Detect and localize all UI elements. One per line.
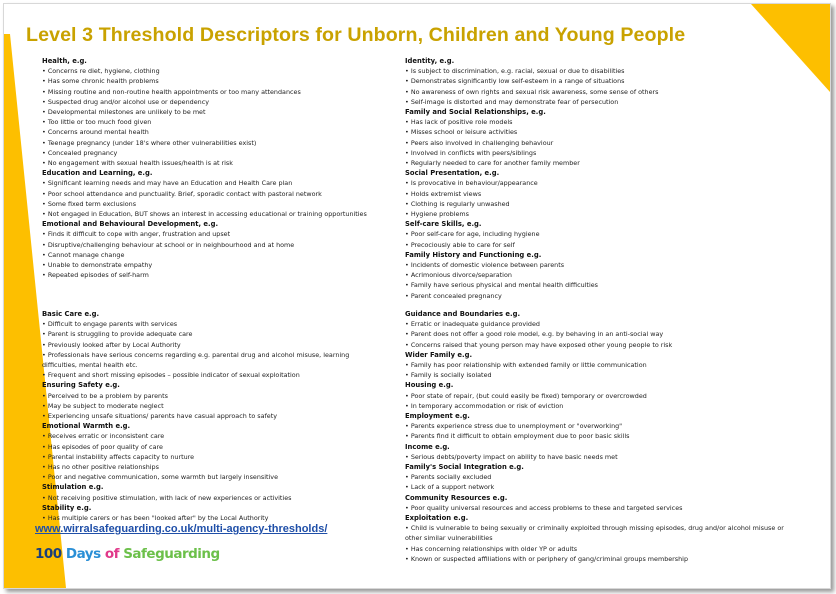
list-item: [405, 270, 790, 280]
list-item-text: Too little or too much food given: [47, 118, 152, 127]
list-item-text: Regularly needed to care for another family member: [410, 159, 580, 168]
list-item: [405, 360, 790, 370]
bullet-icon: •: [42, 128, 48, 137]
list-item-text: Disruptive/challenging behaviour at school or in neighbourhood and at home: [47, 240, 295, 249]
list-item: [405, 189, 790, 199]
bullet-icon: •: [405, 503, 411, 512]
list-item-text: Previously looked after by Local Authority: [47, 340, 181, 349]
bullet-icon: •: [42, 320, 48, 329]
bullet-icon: •: [42, 77, 48, 86]
list-item-text: Concerns raised that young person may have exposed other young people to risk: [410, 340, 673, 349]
bullet-icon: •: [42, 240, 48, 249]
list-item: [405, 280, 790, 290]
list-item-text: Suspected drug and/or alcohol use or dependency: [47, 97, 209, 106]
bullet-icon: •: [405, 261, 411, 270]
list-item: [42, 493, 372, 503]
list-item: [42, 209, 372, 219]
list-item-text: Repeated episodes of self-harm: [47, 271, 149, 280]
bullet-icon: •: [42, 148, 48, 157]
bullet-icon: •: [405, 554, 411, 563]
list-item: [42, 199, 372, 209]
list-item: [405, 76, 790, 86]
section-heading: Identity, e.g.: [405, 57, 455, 65]
bullet-icon: •: [42, 230, 48, 239]
bullet-icon: •: [42, 261, 48, 270]
bullet-icon: •: [405, 473, 411, 482]
bullet-icon: •: [405, 77, 411, 86]
list-item: [405, 421, 790, 431]
bullet-icon: •: [42, 108, 48, 117]
list-item-text: Missing routine and non-routine health appointments or too many attendances: [47, 87, 301, 96]
list-item: [42, 240, 372, 250]
list-item: [42, 127, 372, 137]
bullet-icon: •: [405, 422, 411, 431]
thresholds-link[interactable]: www.wirralsafeguarding.co.uk/multi-agency-thresholds/: [35, 523, 328, 535]
list-item-text: Cannot manage change: [47, 250, 125, 259]
bullet-icon: •: [405, 544, 411, 553]
list-item-text: Difficult to engage parents with services: [47, 320, 178, 329]
list-item-text: Parents socially excluded: [410, 473, 492, 482]
bullet-icon: •: [405, 330, 411, 339]
list-item: [42, 87, 372, 97]
bullet-icon: •: [42, 250, 48, 259]
list-item-text: Child is vulnerable to being sexually or criminally exploited through missing episodes, drug and/or alcohol misuse or other similar vulnerabilities: [405, 524, 784, 543]
list-item-text: Parent concealed pregnancy: [410, 291, 502, 300]
bullet-icon: •: [42, 432, 48, 441]
list-item-text: Involved in conflicts with peers/siblings: [410, 148, 537, 157]
list-item: [405, 158, 790, 168]
bullet-icon: •: [42, 118, 48, 127]
list-item-text: Family has poor relationship with extended family or little communication: [410, 361, 647, 370]
list-item-text: Acrimonious divorce/separation: [410, 271, 512, 280]
list-item-text: Finds it difficult to cope with anger, frustration and upset: [47, 230, 231, 239]
bullet-icon: •: [42, 514, 48, 523]
list-item-text: No engagement with sexual health issues/health is at risk: [47, 159, 233, 168]
list-item-text: Poor quality universal resources and access problems to these and targeted services: [410, 503, 683, 512]
list-item-text: In temporary accommodation or risk of eviction: [410, 401, 564, 410]
bullet-icon: •: [405, 291, 411, 300]
list-item-text: Parental instability affects capacity to nurture: [47, 452, 195, 461]
list-item: [405, 554, 790, 564]
list-item-text: Concealed pregnancy: [47, 148, 118, 157]
bullet-icon: •: [405, 210, 411, 219]
bullet-icon: •: [405, 452, 411, 461]
bullet-icon: •: [405, 128, 411, 137]
section-heading: Self-care Skills, e.g.: [405, 220, 482, 229]
section-heading: Exploitation e.g.: [405, 514, 469, 523]
list-item-text: Self-image is distorted and may demonstrate fear of persecution: [410, 97, 619, 106]
list-item: [405, 127, 790, 137]
section-heading: Employment e.g.: [405, 412, 470, 421]
bullet-icon: •: [42, 340, 48, 349]
list-item-text: Unable to demonstrate empathy: [47, 261, 153, 270]
bullet-icon: •: [42, 493, 48, 502]
list-item-text: Poor school attendance and punctuality. Brief, sporadic contact with pastoral network: [47, 189, 322, 198]
section-heading: Community Resources e.g.: [405, 493, 508, 502]
list-item-text: Demonstrates significantly low self-esteem in a range of situations: [410, 77, 625, 86]
list-item: [42, 107, 372, 117]
bullet-icon: •: [42, 330, 48, 339]
list-item: [405, 503, 790, 513]
bullet-icon: •: [405, 159, 411, 168]
list-item: [405, 544, 790, 554]
bullet-icon: •: [405, 281, 411, 290]
bullet-icon: •: [405, 138, 411, 147]
section-heading: Family's Social Integration e.g.: [405, 463, 524, 472]
bullet-icon: •: [405, 483, 411, 492]
list-item: [405, 66, 790, 76]
bullet-icon: •: [42, 159, 48, 168]
list-item-text: Peers also involved in challenging behaviour: [410, 138, 554, 147]
list-item: [405, 482, 790, 492]
list-item: [405, 452, 790, 462]
section-heading: Ensuring Safety e.g.: [42, 381, 120, 390]
list-item-text: Has no other positive relationships: [47, 463, 159, 472]
list-item: [42, 158, 372, 168]
list-item-text: Hygiene problems: [410, 210, 469, 219]
section-heading: Stimulation e.g.: [42, 483, 104, 492]
list-item: [42, 391, 372, 401]
list-item-text: Poor and negative communication, some warmth but largely insensitive: [47, 473, 278, 482]
list-item: [42, 472, 372, 482]
list-item: [405, 87, 790, 97]
list-item: [405, 240, 790, 250]
list-item: [42, 66, 372, 76]
list-item: [42, 513, 372, 523]
bullet-icon: •: [42, 138, 48, 147]
bullet-icon: •: [42, 473, 48, 482]
section-heading: Basic Care e.g.: [42, 310, 100, 318]
list-item-text: Perceived to be a problem by parents: [47, 391, 168, 400]
bullet-icon: •: [42, 179, 48, 188]
bullet-icon: •: [42, 442, 48, 451]
section-heading: Family and Social Relationships, e.g.: [405, 108, 546, 117]
list-item: [405, 401, 790, 411]
list-item-text: Parents experience stress due to unemployment or "overworking": [410, 422, 623, 431]
list-item: [405, 391, 790, 401]
list-item: [405, 229, 790, 239]
list-item-text: Some fixed term exclusions: [47, 199, 137, 208]
section-heading: Guidance and Boundaries e.g.: [405, 310, 521, 318]
bullet-icon: •: [42, 67, 48, 76]
logo-part: 100: [35, 546, 62, 562]
list-item-text: Lack of a support network: [410, 483, 495, 492]
section-heading: Social Presentation, e.g.: [405, 169, 500, 178]
list-item: [405, 523, 790, 543]
list-item: [405, 370, 790, 380]
list-item: [42, 411, 372, 421]
list-item: [42, 401, 372, 411]
list-item-text: Holds extremist views: [410, 189, 482, 198]
list-item-text: Precociously able to care for self: [410, 240, 515, 249]
bullet-icon: •: [405, 230, 411, 239]
bullet-icon: •: [405, 271, 411, 280]
list-item: [42, 178, 372, 188]
list-item: [405, 472, 790, 482]
list-item-text: Professionals have serious concerns regarding e.g. parental drug and alcohol misuse, learning difficulties, mental health etc.: [42, 350, 350, 370]
list-item: [405, 97, 790, 107]
list-item: [42, 260, 372, 270]
list-item-text: Is subject to discrimination, e.g. racial, sexual or due to disabilities: [410, 67, 625, 76]
bullet-icon: •: [42, 452, 48, 461]
list-item-text: Significant learning needs and may have an Education and Health Care plan: [47, 179, 293, 188]
bullet-icon: •: [405, 199, 411, 208]
list-item: [42, 319, 372, 329]
list-item: [42, 250, 372, 260]
bullet-icon: •: [42, 210, 48, 219]
list-item-text: Teenage pregnancy (under 18's where other vulnerabilities exist): [47, 138, 257, 147]
list-item-text: Has multiple carers or has been "looked after" by the Local Authority: [47, 514, 269, 523]
bullet-icon: •: [42, 391, 48, 400]
list-item-text: Experiencing unsafe situations/ parents have casual approach to safety: [47, 412, 277, 421]
list-item: [42, 462, 372, 472]
page-title: Level 3 Threshold Descriptors for Unborn, Children and Young People: [26, 24, 686, 46]
bullet-icon: •: [42, 189, 48, 198]
section-heading: Education and Learning, e.g.: [42, 169, 153, 178]
list-item-text: Not engaged in Education, BUT shows an interest in accessing educational or training opportunities: [47, 210, 367, 219]
list-item: [405, 319, 790, 329]
list-item: [405, 340, 790, 350]
list-item: [42, 431, 372, 441]
section-heading: Emotional Warmth e.g.: [42, 422, 131, 431]
list-item-text: Incidents of domestic violence between parents: [410, 261, 565, 270]
bullet-icon: •: [405, 371, 411, 380]
list-item: [405, 431, 790, 441]
bullet-icon: •: [405, 320, 411, 329]
bullet-icon: •: [42, 199, 48, 208]
list-item-text: Receives erratic or inconsistent care: [47, 432, 165, 441]
list-item-text: Has concerning relationships with older YP or adults: [410, 544, 578, 553]
list-item-text: Known or suspected affiliations with or periphery of gang/criminal groups membership: [410, 554, 689, 563]
list-item: [405, 260, 790, 270]
list-item-text: Parents find it difficult to obtain employment due to poor basic skills: [410, 432, 630, 441]
list-item-text: Not receiving positive stimulation, with lack of new experiences or activities: [47, 493, 292, 502]
bullet-icon: •: [405, 118, 411, 127]
list-item: [42, 350, 372, 370]
list-item-text: Family have serious physical and mental health difficulties: [410, 281, 598, 290]
list-item-text: Has lack of positive role models: [410, 118, 513, 127]
bullet-icon: •: [405, 361, 411, 370]
list-item: [405, 199, 790, 209]
left-bottom-column: [42, 309, 372, 523]
logo-part: Days: [65, 546, 101, 562]
section-heading: Emotional and Behavioural Development, e.g.: [42, 220, 219, 229]
list-item-text: Poor self-care for age, including hygiene: [410, 230, 540, 239]
bullet-icon: •: [405, 524, 411, 533]
list-item: [42, 340, 372, 350]
list-item: [42, 76, 372, 86]
list-item: [405, 148, 790, 158]
document-page: [3, 3, 831, 589]
list-item-text: Serious debts/poverty impact on ability to have basic needs met: [410, 452, 618, 461]
bullet-icon: •: [405, 87, 411, 96]
list-item: [405, 209, 790, 219]
list-item-text: Is provocative in behaviour/appearance: [410, 179, 538, 188]
list-item: [42, 442, 372, 452]
left-top-column: [42, 56, 372, 280]
bullet-icon: •: [42, 412, 48, 421]
list-item-text: May be subject to moderate neglect: [47, 401, 164, 410]
list-item: [405, 117, 790, 127]
list-item: [42, 229, 372, 239]
list-item-text: Misses school or leisure activities: [410, 128, 518, 137]
list-item-text: Concerns around mental health: [47, 128, 149, 137]
list-item: [42, 97, 372, 107]
list-item-text: Has episodes of poor quality of care: [47, 442, 163, 451]
bullet-icon: •: [42, 350, 48, 359]
section-heading: Health, e.g.: [42, 57, 87, 65]
list-item: [42, 370, 372, 380]
list-item-text: Developmental milestones are unlikely to be met: [47, 108, 206, 117]
list-item: [42, 148, 372, 158]
bullet-icon: •: [405, 148, 411, 157]
list-item-text: Parent is struggling to provide adequate care: [47, 330, 193, 339]
bullet-icon: •: [405, 401, 411, 410]
list-item: [42, 117, 372, 127]
list-item: [405, 291, 790, 301]
list-item: [405, 178, 790, 188]
section-heading: Stability e.g.: [42, 503, 92, 512]
logo-part: of: [104, 546, 119, 562]
bullet-icon: •: [42, 371, 48, 380]
section-heading: Family History and Functioning e.g.: [405, 250, 542, 259]
list-item-text: Clothing is regularly unwashed: [410, 199, 510, 208]
section-heading: Income e.g.: [405, 442, 450, 451]
bullet-icon: •: [405, 432, 411, 441]
list-item-text: Family is socially isolated: [410, 371, 492, 380]
bullet-icon: •: [42, 463, 48, 472]
right-bottom-column: [405, 309, 790, 564]
list-item-text: Concerns re diet, hygiene, clothing: [47, 67, 160, 76]
list-item-text: Frequent and short missing episodes – possible indicator of sexual exploitation: [47, 371, 300, 380]
bullet-icon: •: [405, 240, 411, 249]
list-item: [405, 329, 790, 339]
bullet-icon: •: [405, 391, 411, 400]
bullet-icon: •: [405, 97, 411, 106]
list-item-text: No awareness of own rights and sexual risk awareness, some sense of others: [410, 87, 659, 96]
list-item-text: Poor state of repair, (but could easily be fixed) temporary or overcrowded: [410, 391, 647, 400]
section-heading: Housing e.g.: [405, 381, 454, 390]
list-item: [42, 270, 372, 280]
list-item: [42, 452, 372, 462]
list-item: [42, 189, 372, 199]
bullet-icon: •: [42, 87, 48, 96]
bullet-icon: •: [405, 189, 411, 198]
bullet-icon: •: [42, 271, 48, 280]
bullet-icon: •: [405, 340, 411, 349]
bullet-icon: •: [405, 179, 411, 188]
100-days-of-safeguarding-logo: [35, 546, 220, 562]
list-item: [42, 329, 372, 339]
bullet-icon: •: [405, 67, 411, 76]
list-item-text: Parent does not offer a good role model, e.g. by behaving in an anti-social way: [410, 330, 664, 339]
logo-part: Safeguarding: [123, 546, 220, 562]
section-heading: Wider Family e.g.: [405, 350, 473, 359]
right-top-column: [405, 56, 790, 301]
list-item: [42, 138, 372, 148]
list-item-text: Has some chronic health problems: [47, 77, 159, 86]
list-item: [405, 138, 790, 148]
bullet-icon: •: [42, 401, 48, 410]
list-item-text: Erratic or inadequate guidance provided: [410, 320, 540, 329]
bullet-icon: •: [42, 97, 48, 106]
